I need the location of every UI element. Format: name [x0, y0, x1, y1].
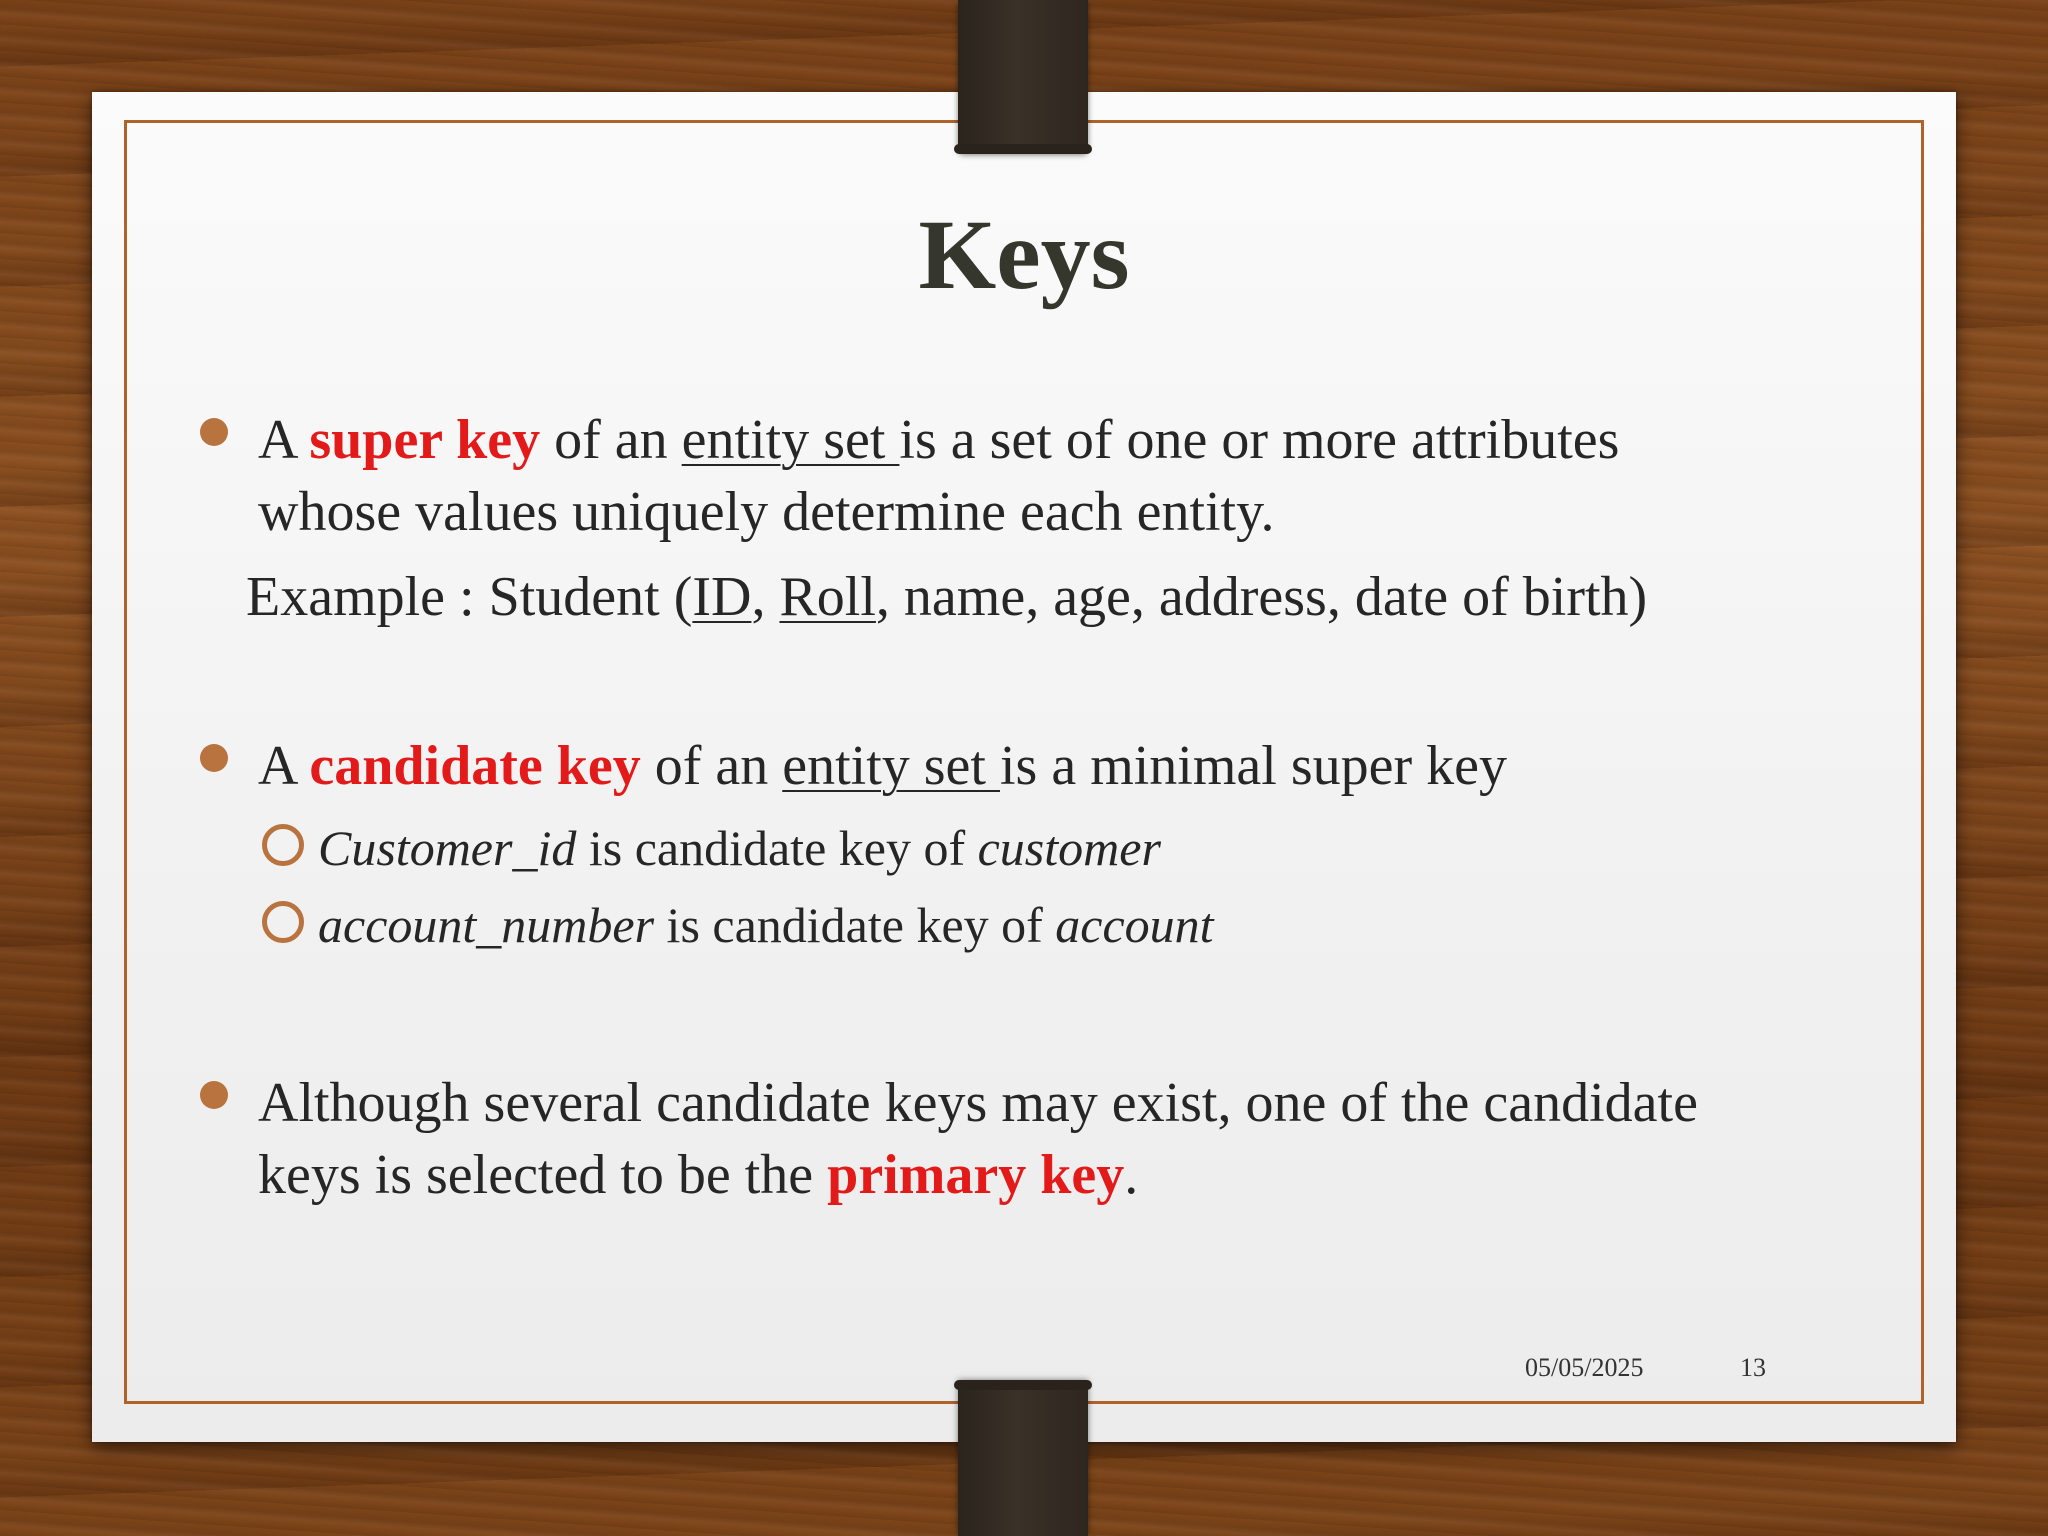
bullet-dot-icon — [200, 1081, 228, 1109]
text-mid: of an — [640, 735, 783, 797]
bullet-primary-key — [200, 1067, 1820, 1227]
ring-bullet-icon — [262, 901, 304, 943]
sub-item-account-number — [262, 895, 1762, 955]
example-rest: , name, age, address, date of birth) — [875, 566, 1648, 628]
sub-item-text — [318, 895, 1214, 955]
entity-name: account — [1055, 897, 1214, 953]
example-key-roll: Roll — [779, 566, 876, 628]
bullet-super-key-line2: whose values uniquely determine each entity. — [258, 481, 1275, 543]
bullet-candidate-key-text — [258, 730, 1818, 802]
bullet-primary-key-line2 — [258, 1139, 1818, 1211]
example-line — [246, 561, 1647, 633]
text-rest: is a set of one or more attributes — [899, 409, 1620, 471]
entity-set-underlined: entity set — [782, 735, 1000, 797]
footer-page-number: 13 — [1740, 1353, 1766, 1382]
text-rest: is a minimal super key — [999, 735, 1507, 797]
sub-item-mid: is candidate key of — [654, 897, 1056, 953]
text-suffix: . — [1124, 1144, 1139, 1206]
footer-date: 05/05/2025 — [1525, 1353, 1644, 1382]
ring-bullet-icon — [262, 824, 304, 866]
slide-title: Keys — [918, 199, 1130, 310]
bullet-candidate-key — [200, 730, 1820, 810]
example-separator: , — [751, 566, 780, 628]
text-prefix: A — [258, 735, 310, 797]
text-mid: of an — [540, 409, 682, 471]
bullet-super-key-line1 — [258, 404, 1818, 476]
sub-item-text — [318, 818, 1161, 878]
bullet-super-key — [200, 404, 1820, 564]
bullet-dot-icon — [200, 744, 228, 772]
entity-name: customer — [977, 820, 1161, 876]
sub-item-customer-id — [262, 818, 1762, 878]
top-clip — [958, 0, 1088, 152]
text-prefix: A — [258, 409, 310, 471]
text-prefix: keys is selected to be the — [258, 1144, 828, 1206]
bullet-dot-icon — [200, 418, 228, 446]
bullet-super-key-text — [258, 404, 1818, 548]
bullet-primary-key-line1: Although several candidate keys may exist, one of the candidate — [258, 1072, 1698, 1134]
term-candidate-key: candidate key — [309, 735, 641, 797]
example-key-id: ID — [692, 566, 752, 628]
example-prefix: Example : Student ( — [246, 566, 693, 628]
entity-set-underlined: entity set — [681, 409, 900, 471]
term-primary-key: primary key — [827, 1144, 1125, 1206]
bottom-clip — [958, 1382, 1088, 1536]
attr-name: Customer_id — [318, 820, 577, 876]
bullet-primary-key-text — [258, 1067, 1818, 1211]
sub-item-mid: is candidate key of — [576, 820, 978, 876]
term-super-key: super key — [309, 409, 541, 471]
attr-name: account_number — [318, 897, 655, 953]
